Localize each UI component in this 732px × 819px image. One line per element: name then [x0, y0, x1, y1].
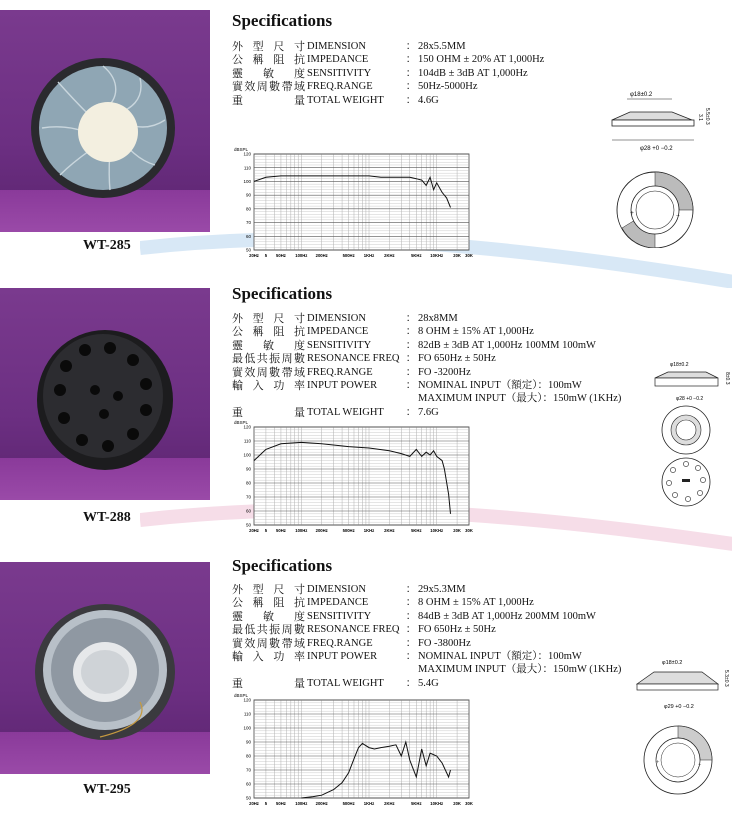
x-tick-label: 5: [264, 801, 268, 806]
spec-label-cn: 靈 敏 度: [232, 338, 305, 352]
x-tick-label: 5KHz: [411, 253, 422, 258]
y-axis-label: dBSPL: [234, 420, 249, 425]
spec-label-cn: 最 低 共 振 周 數: [232, 352, 305, 366]
dim-height: 8±0.3: [724, 372, 730, 385]
x-tick-label: 500Hz: [342, 528, 355, 533]
spec-label-en: INPUT POWER: [307, 380, 378, 392]
spec-label-cn: 靈 敏 度: [232, 66, 305, 80]
spec-label-en: INPUT POWER: [307, 651, 378, 663]
spec-row: [232, 623, 621, 636]
spec-value: FO -3200Hz: [418, 366, 471, 378]
dim-bottom: φ29 +0 −0.2: [664, 704, 694, 710]
spec-colon: ：: [405, 54, 417, 66]
y-tick-label: 110: [243, 711, 251, 717]
spec-colon: ：: [405, 313, 417, 324]
spec-row: [232, 583, 621, 596]
y-tick-label: 100: [243, 725, 251, 731]
model-name: WT-285: [83, 238, 131, 253]
frequency-response-chart: [232, 688, 477, 812]
spec-colon: ：: [405, 584, 417, 595]
spec-colon: ：: [405, 380, 417, 392]
x-tick-label: 2KHz: [384, 801, 395, 806]
spec-colon: [404, 663, 418, 676]
spec-colon: ：: [405, 326, 417, 338]
spec-label-en: IMPEDANCE: [307, 597, 369, 609]
y-tick-label: 80: [245, 753, 251, 759]
x-tick-label: 20K: [453, 801, 461, 806]
y-tick-label: 80: [245, 480, 251, 486]
y-tick-label: 110: [243, 438, 251, 444]
y-tick-label: 100: [243, 179, 251, 185]
spec-value: 84dB ± 3dB AT 1,000Hz 200MM 100mW: [418, 610, 596, 622]
spec-label-en: SENSITIVITY: [307, 67, 372, 79]
frequency-response-chart: [232, 142, 477, 264]
x-tick-label: 50Hz: [276, 253, 286, 258]
dim-bottom: φ28 +0 −0.2: [676, 396, 704, 402]
spec-colon: ：: [405, 353, 417, 365]
x-tick-label: 100Hz: [295, 253, 308, 258]
y-axis-label: dBSPL: [234, 693, 249, 698]
spec-value: MAXIMUM INPUT（最大）：150mW (1KHz): [418, 393, 622, 405]
spec-label-en: TOTAL WEIGHT: [307, 94, 384, 106]
spec-colon: ：: [405, 41, 417, 52]
spec-colon: ：: [405, 610, 417, 622]
x-tick-label: 2KHz: [384, 253, 395, 258]
dim-height: 5.3±0.3: [723, 670, 729, 687]
spec-label-en: FREQ.RANGE: [307, 81, 373, 93]
spec-colon: ：: [405, 339, 417, 351]
spec-value: FO 650Hz ± 50Hz: [418, 353, 496, 365]
x-tick-label: 10KHz: [430, 801, 444, 806]
y-tick-label: 90: [245, 466, 251, 472]
dimension-diagram: [632, 656, 732, 796]
x-tick-label: 30K: [465, 801, 473, 806]
spec-label-en: RESONANCE FREQ: [307, 624, 400, 636]
svg-text:−: −: [698, 762, 702, 768]
spec-label-en: [305, 663, 404, 676]
spec-value: 8 OHM ± 15% AT 1,000Hz: [418, 597, 534, 609]
spec-colon: [404, 392, 418, 405]
product-section-wt295: [0, 546, 732, 819]
x-tick-label: 2KHz: [384, 528, 395, 533]
spec-value: NOMINAL INPUT（額定）：100mW: [418, 380, 582, 392]
x-tick-label: 1KHz: [363, 253, 375, 258]
x-tick-label: 10KHz: [430, 528, 444, 533]
y-tick-label: 90: [245, 192, 251, 198]
spec-title: Specifications: [232, 556, 333, 575]
spec-row: [232, 366, 621, 379]
spec-value: NOMINAL INPUT（額定）：100mW: [418, 651, 582, 663]
x-tick-label: 20K: [453, 528, 461, 533]
x-tick-label: 5: [264, 528, 268, 533]
x-tick-label: 5KHz: [411, 801, 422, 806]
spec-colon: ：: [405, 406, 417, 418]
spec-label-en: [305, 392, 404, 405]
spec-row: [232, 392, 621, 405]
spec-label-en: SENSITIVITY: [307, 339, 372, 351]
svg-text:+: +: [630, 209, 634, 217]
spec-value: 150 OHM ± 20% AT 1,000Hz: [418, 54, 545, 66]
spec-row: [232, 67, 544, 80]
x-tick-label: 30K: [465, 528, 473, 533]
spec-title: Specifications: [232, 11, 333, 30]
spec-label-cn: 公 稱 阻 抗: [232, 53, 305, 67]
y-tick-label: 120: [243, 151, 251, 157]
spec-value: 104dB ± 3dB AT 1,000Hz: [418, 67, 528, 79]
spec-label-en: TOTAL WEIGHT: [307, 677, 384, 689]
spec-colon: ：: [405, 366, 417, 378]
x-tick-label: 100Hz: [295, 528, 308, 533]
product-photo: [0, 562, 210, 774]
spec-label-cn: 外 型 尺 寸: [232, 40, 305, 53]
spec-table: [232, 312, 621, 419]
model-name: WT-295: [83, 782, 131, 797]
spec-value: 28x5.5MM: [418, 41, 466, 52]
spec-value: MAXIMUM INPUT（最大）：150mW (1KHz): [418, 664, 622, 676]
spec-row: [232, 637, 621, 650]
x-tick-label: 50Hz: [276, 801, 286, 806]
spec-label-cn: 輸 入 功 率: [232, 379, 305, 393]
x-tick-label: 20Hz: [249, 801, 259, 806]
spec-label-cn: [232, 392, 305, 405]
y-tick-label: 70: [245, 220, 251, 226]
spec-label-cn: 公 稱 阻 抗: [232, 325, 305, 339]
speaker-wt295-image: [0, 562, 210, 774]
spec-value: 50Hz-5000Hz: [418, 81, 478, 93]
spec-row: [232, 80, 544, 93]
y-axis-label: dBSPL: [234, 147, 249, 152]
spec-value: 28x8MM: [418, 313, 458, 324]
x-tick-label: 200Hz: [315, 528, 328, 533]
y-tick-label: 120: [243, 697, 251, 703]
spec-value: 7.6G: [418, 406, 439, 418]
spec-label-cn: 實 效 周 數 帶 域: [232, 80, 305, 94]
y-tick-label: 50: [245, 795, 251, 801]
spec-label-en: RESONANCE FREQ: [307, 353, 400, 365]
spec-row: [232, 40, 544, 53]
y-tick-label: 120: [243, 424, 251, 430]
y-tick-label: 60: [245, 508, 251, 514]
y-tick-label: 60: [245, 781, 251, 787]
dim-height: 5.5±0.3: [704, 108, 710, 125]
dimension-diagram: [650, 358, 730, 508]
spec-value: FO -3800Hz: [418, 637, 471, 649]
spec-label-en: SENSITIVITY: [307, 610, 372, 622]
spec-value: 4.6G: [418, 94, 439, 106]
product-section-wt285: [0, 0, 732, 270]
y-tick-label: 50: [245, 247, 251, 253]
svg-text:−: −: [676, 212, 680, 220]
x-tick-label: 5: [264, 253, 268, 258]
spec-row: [232, 650, 621, 663]
spec-label-en: FREQ.RANGE: [307, 637, 373, 649]
spec-row: [232, 663, 621, 676]
dim-top: φ18±0.2: [662, 660, 683, 666]
spec-label-en: FREQ.RANGE: [307, 366, 373, 378]
spec-label-cn: 重 量: [232, 676, 305, 690]
speaker-wt288-image: [0, 288, 210, 500]
dim-bottom: φ28 +0 −0.2: [640, 146, 673, 152]
spec-colon: ：: [405, 651, 417, 663]
spec-label-en: IMPEDANCE: [307, 326, 369, 338]
dim-height-inner: 3.1: [697, 114, 703, 121]
y-tick-label: 100: [243, 452, 251, 458]
y-tick-label: 70: [245, 767, 251, 773]
spec-label-cn: 重 量: [232, 93, 305, 107]
spec-row: [232, 379, 621, 392]
frequency-response-chart: [232, 415, 477, 539]
x-tick-label: 200Hz: [315, 801, 328, 806]
spec-value: FO 650Hz ± 50Hz: [418, 624, 496, 636]
spec-colon: ：: [405, 637, 417, 649]
spec-colon: ：: [405, 597, 417, 609]
y-tick-label: 110: [243, 165, 251, 171]
spec-row: [232, 312, 621, 325]
spec-label-cn: 實 效 周 數 帶 域: [232, 365, 305, 379]
spec-row: [232, 610, 621, 623]
y-tick-label: 50: [245, 522, 251, 528]
y-tick-label: 70: [245, 494, 251, 500]
x-tick-label: 1KHz: [363, 801, 375, 806]
spec-label-en: TOTAL WEIGHT: [307, 406, 384, 418]
x-tick-label: 500Hz: [342, 801, 355, 806]
spec-label-cn: 公 稱 阻 抗: [232, 596, 305, 610]
spec-row: [232, 339, 621, 352]
y-tick-label: 90: [245, 739, 251, 745]
spec-label-cn: 靈 敏 度: [232, 609, 305, 623]
spec-label-cn: 實 效 周 數 帶 域: [232, 636, 305, 650]
svg-text:+: +: [656, 760, 660, 766]
x-tick-label: 100Hz: [295, 801, 308, 806]
spec-label-cn: 重 量: [232, 405, 305, 419]
x-tick-label: 20Hz: [249, 253, 259, 258]
x-tick-label: 20Hz: [249, 528, 259, 533]
spec-value: 8 OHM ± 15% AT 1,000Hz: [418, 326, 534, 338]
dimension-diagram: [602, 88, 714, 248]
spec-label-en: DIMENSION: [307, 313, 366, 324]
spec-label-cn: 外 型 尺 寸: [232, 583, 305, 596]
x-tick-label: 1KHz: [363, 528, 375, 533]
spec-label-cn: [232, 663, 305, 676]
dim-top: φ18±0.2: [670, 362, 689, 368]
spec-row: [232, 596, 621, 609]
spec-colon: ：: [405, 94, 417, 106]
x-tick-label: 50Hz: [276, 528, 286, 533]
spec-title: Specifications: [232, 284, 333, 303]
spec-colon: ：: [405, 677, 417, 689]
spec-row: [232, 94, 544, 107]
x-tick-label: 200Hz: [315, 253, 328, 258]
x-tick-label: 5KHz: [411, 528, 422, 533]
x-tick-label: 10KHz: [430, 253, 444, 258]
spec-value: 29x5.3MM: [418, 584, 466, 595]
y-tick-label: 80: [245, 206, 251, 212]
spec-row: [232, 53, 544, 66]
x-tick-label: 30K: [465, 253, 473, 258]
dim-top: φ18±0.2: [630, 92, 653, 98]
spec-label-cn: 外 型 尺 寸: [232, 312, 305, 325]
spec-colon: ：: [405, 624, 417, 636]
product-section-wt288: [0, 270, 732, 546]
spec-label-cn: 最 低 共 振 周 數: [232, 623, 305, 637]
spec-table: [232, 40, 544, 107]
spec-value: 82dB ± 3dB AT 1,000Hz 100MM 100mW: [418, 339, 596, 351]
spec-label-en: DIMENSION: [307, 584, 366, 595]
spec-table: [232, 583, 621, 690]
spec-label-en: IMPEDANCE: [307, 54, 369, 66]
product-photo: [0, 10, 210, 232]
spec-colon: ：: [405, 81, 417, 93]
model-name: WT-288: [83, 510, 131, 525]
spec-label-cn: 輸 入 功 率: [232, 650, 305, 664]
speaker-wt285-image: [0, 10, 210, 232]
spec-row: [232, 325, 621, 338]
spec-row: [232, 352, 621, 365]
spec-label-en: DIMENSION: [307, 41, 366, 52]
y-tick-label: 60: [245, 233, 251, 239]
spec-colon: ：: [405, 67, 417, 79]
x-tick-label: 500Hz: [342, 253, 355, 258]
product-photo: [0, 288, 210, 500]
spec-value: 5.4G: [418, 677, 439, 689]
x-tick-label: 20K: [453, 253, 461, 258]
